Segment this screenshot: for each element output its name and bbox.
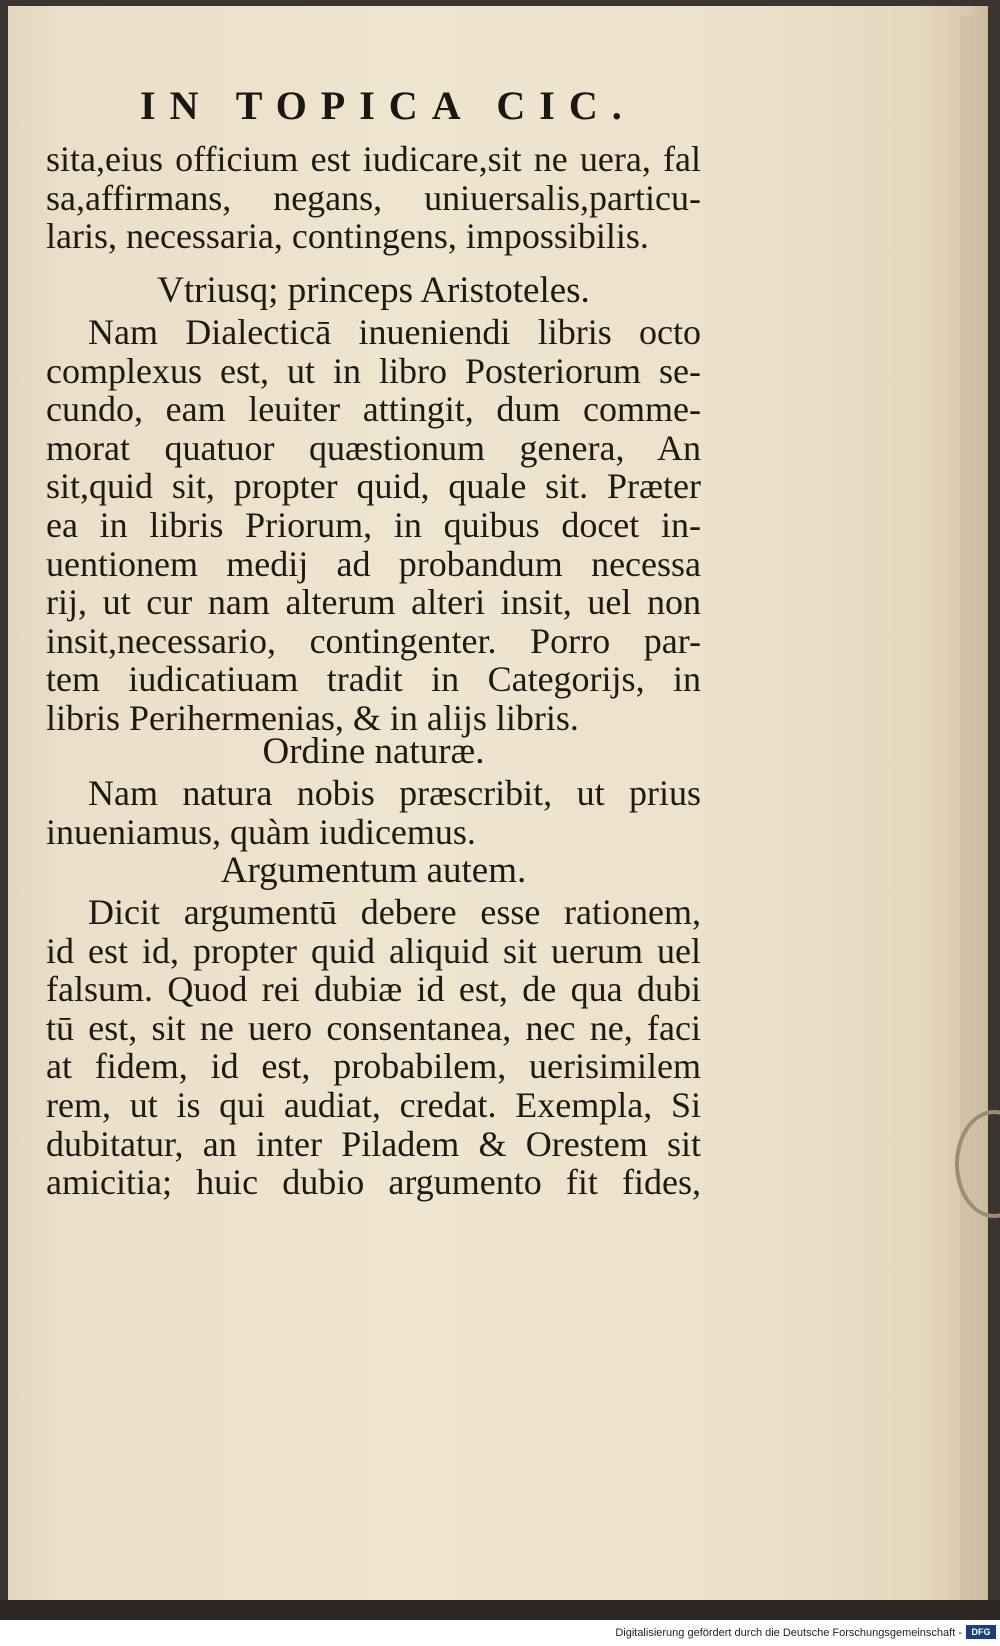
text-line: morat quatuor quæstionum genera, An [46,427,701,468]
body-text-block-1 [46,140,701,256]
text-line: laris, necessaria, contingens, impossibilis. [46,216,649,257]
text-line: sit,quid sit, propter quid, quale sit. Præter [46,466,701,507]
running-head: IN TOPICA CIC. [140,83,636,128]
text-line: sa,affirmans, negans, uniuersalis,particu- [46,177,701,218]
section-heading-2 [46,733,701,772]
text-line: dubitatur, an inter Piladem & Orestem sit [46,1123,701,1164]
text-line: Nam Dialecticā inueniendi libris octo [88,312,701,352]
text-line: complexus est, ut in libro Posteriorum se- [46,350,701,391]
text-line: id est id, propter quid aliquid sit uerum uel [46,930,701,971]
text-line: tem iudicatiuam tradit in Categorijs, in [46,659,701,700]
text-line: rij, ut cur nam alterum alteri insit, uel non [46,582,701,623]
scan-bottom-edge [0,1600,1000,1620]
text-line: uentionem medij ad probandum necessa [46,543,701,584]
section-heading: Vtriusq; princeps Aristoteles. [157,270,590,311]
body-text-block-2 [46,313,701,738]
text-line: falsum. Quod rei dubiæ id est, de qua dubi [46,969,701,1010]
body-text-block-4 [46,893,701,1202]
body-text-block-3 [46,774,701,851]
section-heading-3 [46,852,701,891]
text-line: Dicit argumentū debere esse rationem, [88,892,701,932]
section-heading: Argumentum autem. [220,850,527,891]
text-line: amicitia; huic dubio argumento fit fides, [46,1162,701,1203]
digitization-footer [0,1620,1000,1646]
text-line: libris Perihermenias, & in alijs libris. [46,697,579,738]
text-line: tū est, sit ne uero consentanea, nec ne, faci [46,1007,701,1048]
text-line: sita,eius officium est iudicare,sit ne uera, fal [46,139,701,179]
text-line: cundo, eam leuiter attingit, dum comme- [46,389,701,430]
text-line: at fidem, id est, probabilem, uerisimilem [46,1046,701,1087]
text-line: ea in libris Priorum, in quibus docet in- [46,504,701,545]
dfg-logo: DFG [966,1625,996,1639]
section-heading: Ordine naturæ. [262,731,485,772]
page-fore-edge [960,16,982,1606]
funding-credit: Digitalisierung gefördert durch die Deutsche Forschungsgemeinschaft - [615,1627,962,1639]
section-heading-1 [46,272,701,311]
text-line: Nam natura nobis præscribit, ut prius [88,773,701,813]
text-line: inueniamus, quàm iudicemus. [46,811,476,852]
text-line: rem, ut is qui audiat, credat. Exempla, Si [46,1084,701,1125]
text-line: insit,necessario, contingenter. Porro par- [46,620,701,661]
